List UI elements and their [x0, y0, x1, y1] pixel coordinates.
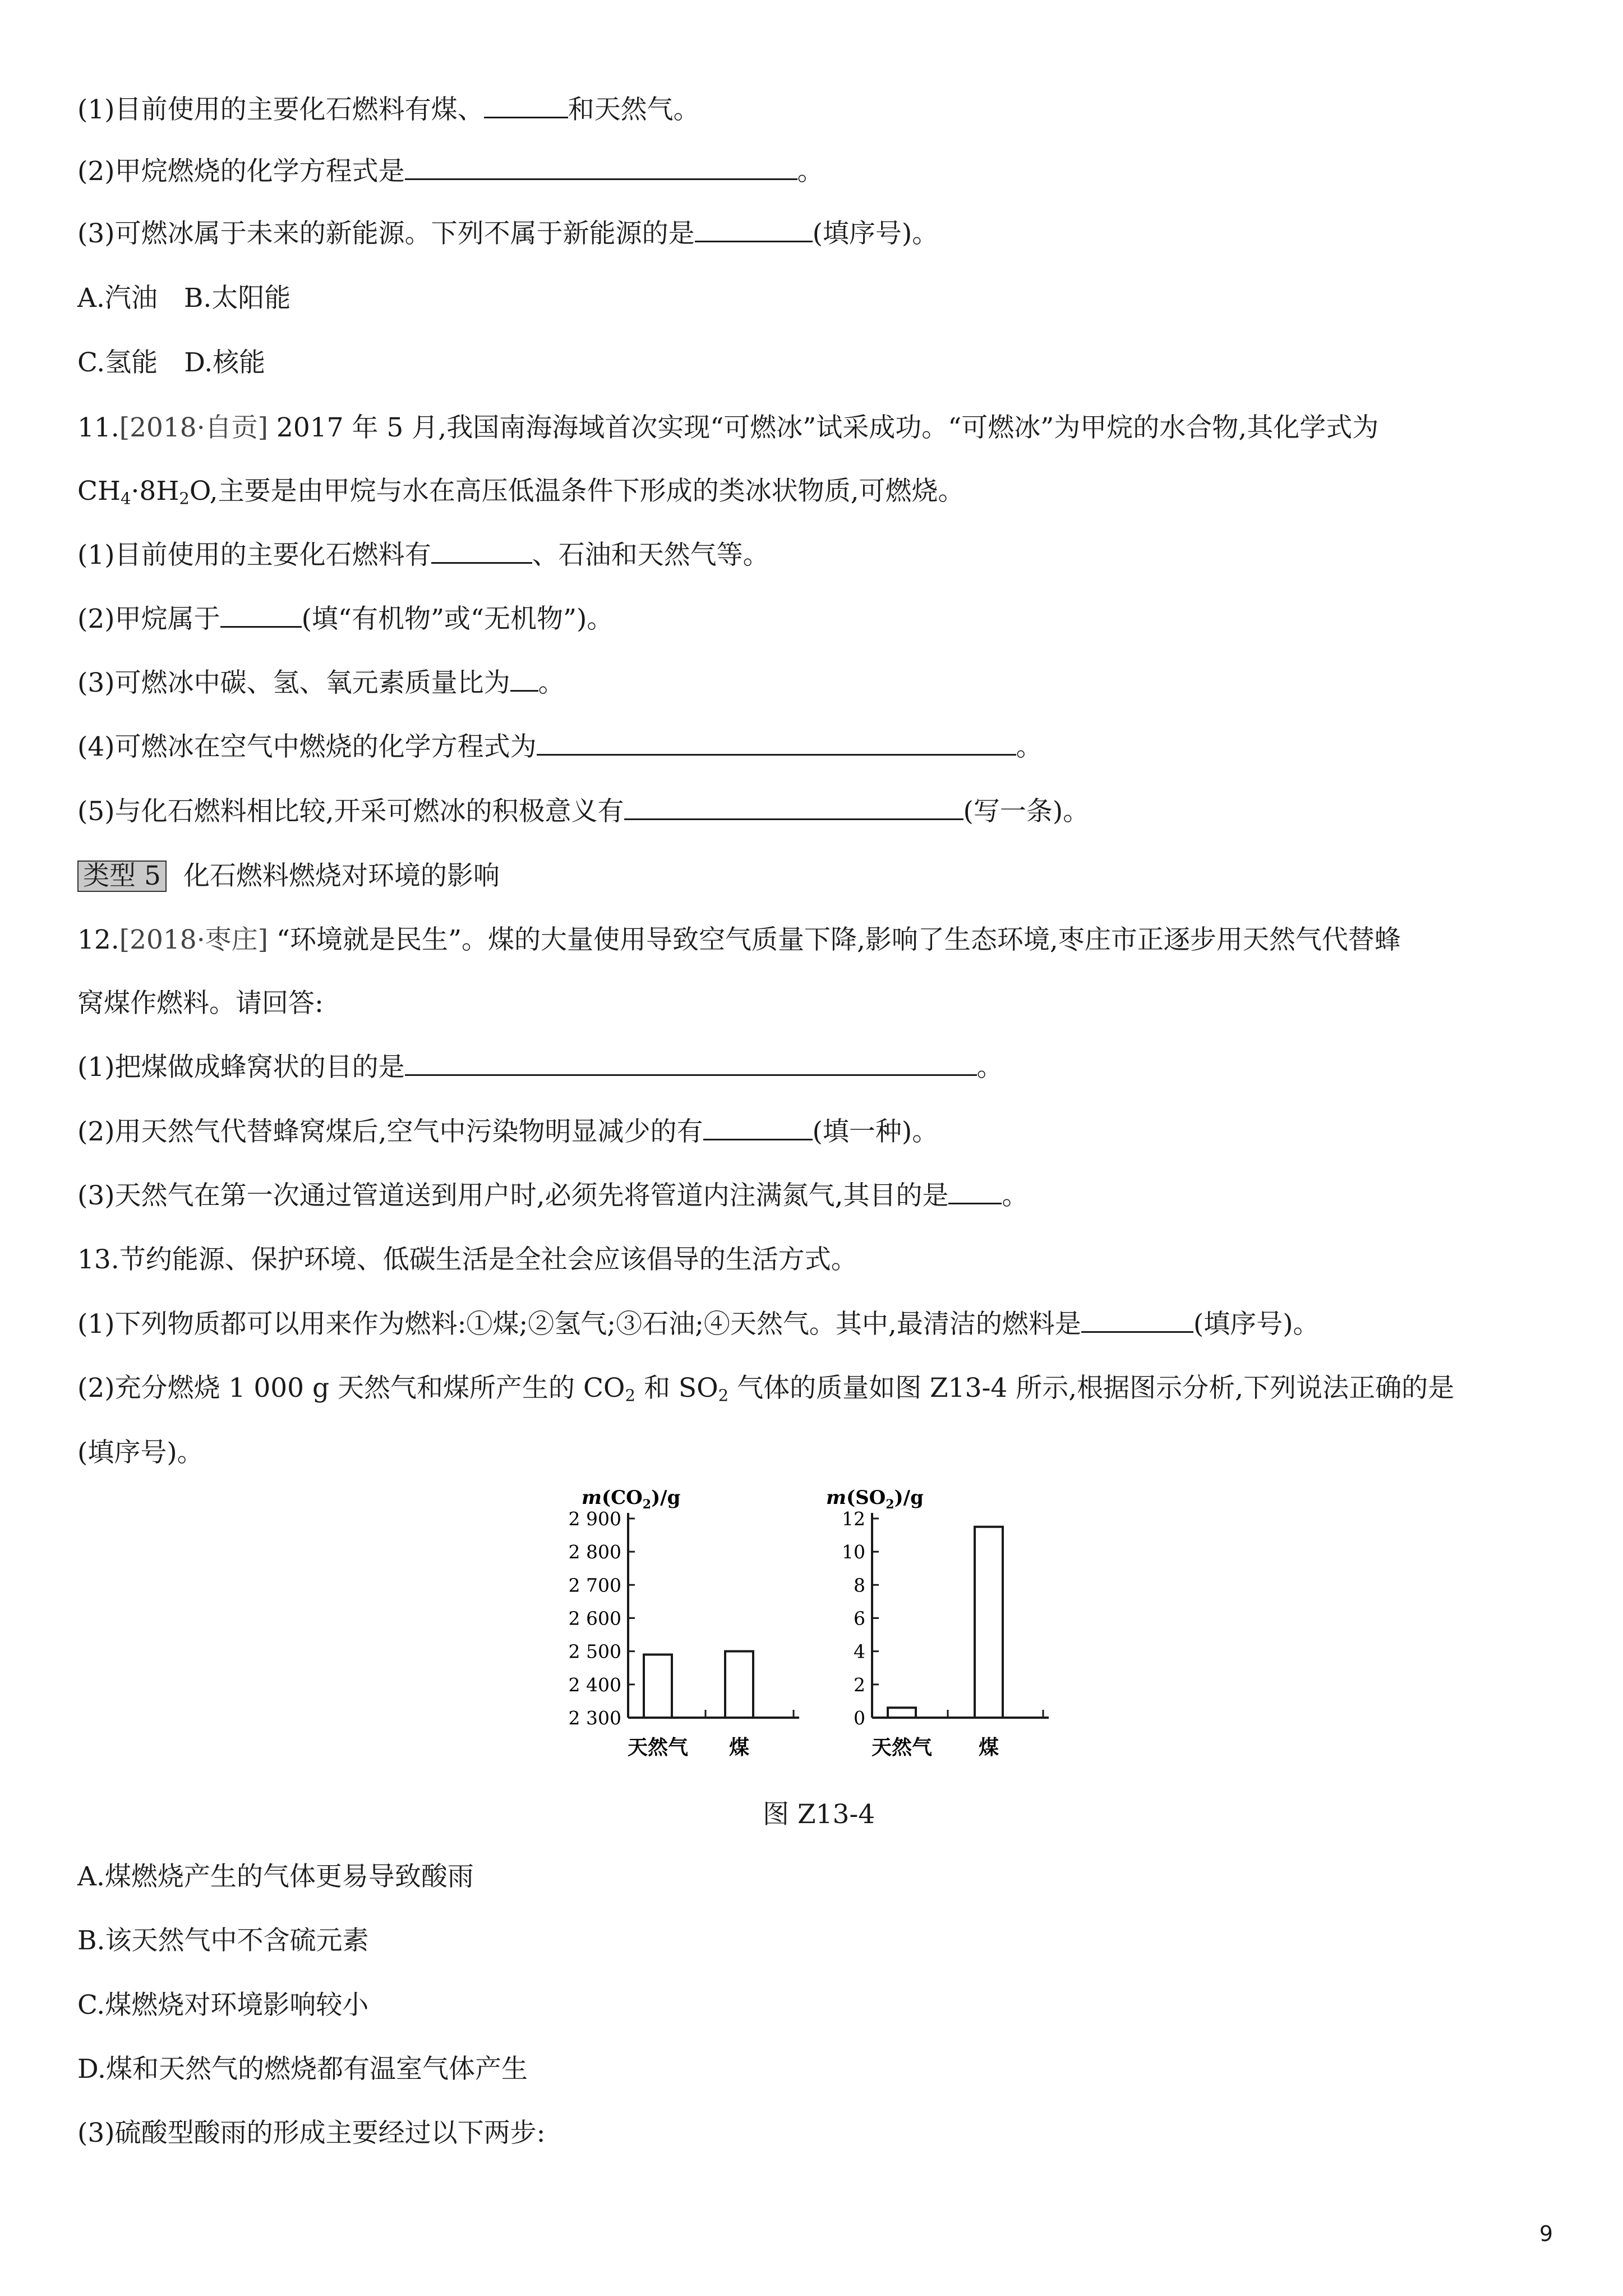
q13-option-b: B.该天然气中不含硫元素 [77, 1925, 369, 1956]
q11-stem-cont [77, 475, 1567, 508]
q12-stem-cont: 窝煤作燃料。请回答: [77, 988, 324, 1019]
answer-blank[interactable] [537, 731, 1016, 756]
q13-subq3: (3)硫酸型酸雨的形成主要经过以下两步: [77, 2118, 546, 2148]
q10-subq3-text: (3)可燃冰属于未来的新能源。下列不属于新能源的是 [77, 218, 695, 249]
q13-option-a: A.煤燃烧产生的气体更易导致酸雨 [77, 1861, 474, 1892]
q11-subq3 [77, 666, 1567, 700]
co2-y-tick-label: 2 700 [568, 1574, 621, 1596]
q11-stem-rest: O,主要是由甲烷与水在高压低温条件下形成的类冰状物质,可燃烧。 [189, 476, 965, 507]
q13-subq2 [77, 1372, 1567, 1405]
co2-category-label: 天然气 [627, 1736, 689, 1759]
so2-bar-coal [975, 1527, 1003, 1718]
q11-subq4-text: (4)可燃冰在空气中燃烧的化学方程式为 [77, 731, 537, 762]
formula-ch: CH [77, 476, 121, 507]
q10-subq1 [77, 93, 1567, 127]
answer-blank[interactable] [220, 604, 302, 628]
answer-blank[interactable] [510, 668, 538, 692]
co2-bar-coal [725, 1651, 753, 1718]
so2-y-tick-label: 10 [842, 1541, 865, 1563]
section-heading [77, 859, 1567, 893]
co2-y-tick-label: 2 800 [568, 1541, 621, 1563]
q11-stem-text: 2017 年 5 月,我国南海海域首次实现“可燃冰”试采成功。“可燃冰”为甲烷的水合物,其化学式为 [268, 412, 1379, 443]
q12-subq3-text: (3)天然气在第一次通过管道送到用户时,必须先将管道内注满氮气,其目的是 [77, 1180, 949, 1211]
q10-subq3-tail: (填序号)。 [812, 218, 939, 249]
so2-y-tick-label: 4 [854, 1640, 865, 1663]
q13-subq2-text: (2)充分燃烧 1 000 g 天然气和煤所产生的 CO [77, 1373, 625, 1404]
q11-stem [77, 411, 1567, 445]
q12-subq3-tail: 。 [1002, 1180, 1029, 1211]
formula-sub: 4 [120, 489, 131, 508]
q12-subq2 [77, 1115, 1567, 1149]
co2-category-label: 煤 [728, 1736, 750, 1759]
q10-subq2-text: (2)甲烷燃烧的化学方程式是 [77, 156, 405, 187]
q12-subq3 [77, 1179, 1567, 1213]
q11-subq4 [77, 730, 1567, 764]
q11-subq4-tail: 。 [1016, 731, 1043, 762]
q11-subq2 [77, 602, 1567, 636]
co2-ylabel: $m(CO_2)/g$ [582, 1487, 681, 1512]
q11-subq1-text: (1)目前使用的主要化石燃料有 [77, 540, 431, 570]
q12-subq1-text: (1)把煤做成蜂窝状的目的是 [77, 1052, 405, 1083]
q12-source: [2018·枣庄] [119, 924, 268, 955]
q11-subq5-text: (5)与化石燃料相比较,开采可燃冰的积极意义有 [77, 796, 624, 827]
q10-option-cd: C.氢能 D.核能 [77, 347, 266, 378]
q13-subq2-cont: (填序号)。 [77, 1437, 204, 1468]
co2-y-tick-label: 2 400 [568, 1673, 621, 1696]
co2-y-tick-label: 2 600 [568, 1607, 621, 1630]
co2-chart [569, 1487, 799, 1759]
q11-subq5-tail: (写一条)。 [963, 796, 1090, 827]
answer-blank[interactable] [624, 796, 963, 820]
answer-blank[interactable] [405, 156, 797, 180]
q10-subq2-tail: 。 [797, 156, 824, 187]
so2-chart [826, 1487, 1049, 1759]
co2-bar-natural-gas [644, 1655, 672, 1718]
q10-subq1-tail: 和天然气。 [568, 94, 700, 125]
q12-stem [77, 923, 1567, 957]
section-title: 化石燃料燃烧对环境的影响 [183, 861, 500, 891]
q10-option-ab: A.汽油 B.太阳能 [77, 283, 291, 314]
q12-stem-text: “环境就是民生”。煤的大量使用导致空气质量下降,影响了生态环境,枣庄市正逐步用天然气代替蜂 [268, 924, 1401, 955]
q12-subq1 [77, 1051, 1567, 1084]
so2-y-tick-label: 2 [854, 1673, 865, 1696]
answer-blank[interactable] [405, 1052, 977, 1076]
so2-y-tick-label: 6 [854, 1607, 865, 1630]
q11-subq5 [77, 795, 1567, 829]
page-number: 9 [1539, 2221, 1553, 2246]
type-badge: 类型 5 [77, 861, 167, 892]
q11-subq1 [77, 539, 1567, 572]
formula-water: ·8H [131, 476, 179, 507]
q10-subq3 [77, 217, 1567, 251]
so2-y-tick-label: 0 [854, 1707, 865, 1729]
q12-subq2-tail: (填一种)。 [812, 1116, 939, 1147]
q11-subq3-text: (3)可燃冰中碳、氢、氧元素质量比为 [77, 668, 510, 698]
q11-source: [2018·自贡] [119, 412, 268, 443]
co2-y-tick-label: 2 300 [568, 1707, 621, 1729]
co2-y-tick-label: 2 900 [568, 1508, 621, 1530]
so2-category-label: 天然气 [871, 1736, 933, 1759]
q13-subq1-text: (1)下列物质都可以用来作为燃料:①煤;②氢气;③石油;④天然气。其中,最清洁的燃料是 [77, 1309, 1081, 1340]
so2-y-tick-label: 12 [842, 1508, 865, 1530]
answer-blank[interactable] [703, 1116, 813, 1140]
answer-blank[interactable] [695, 218, 813, 242]
q11-number: 11. [77, 412, 119, 443]
formula-sub: 2 [718, 1386, 729, 1405]
q11-subq1-tail: 、石油和天然气等。 [532, 540, 769, 570]
q12-number: 12. [77, 924, 119, 955]
formula-sub: 2 [179, 489, 190, 508]
co2-y-tick-label: 2 500 [568, 1640, 621, 1663]
q13-option-d: D.煤和天然气的燃烧都有温室气体产生 [77, 2054, 528, 2085]
q13-subq1 [77, 1308, 1567, 1341]
q13-subq2-text: 气体的质量如图 Z13-4 所示,根据图示分析,下列说法正确的是 [728, 1373, 1455, 1404]
q11-subq2-text: (2)甲烷属于 [77, 604, 220, 634]
so2-bar-natural-gas [888, 1708, 916, 1718]
q13-subq1-tail: (填序号)。 [1193, 1309, 1320, 1340]
figure-z13-4 [566, 1481, 1071, 1784]
so2-category-label: 煤 [978, 1736, 999, 1759]
q13-option-c: C.煤燃烧对环境影响较小 [77, 1990, 369, 2021]
q13-subq2-text: 和 SO [635, 1373, 718, 1404]
so2-ylabel: $m(SO_2)/g$ [826, 1487, 924, 1512]
answer-blank[interactable] [484, 94, 568, 118]
formula-sub: 2 [625, 1386, 635, 1405]
q10-subq2 [77, 155, 1567, 188]
answer-blank[interactable] [431, 540, 532, 564]
q12-subq2-text: (2)用天然气代替蜂窝煤后,空气中污染物明显减少的有 [77, 1116, 703, 1147]
q10-subq1-text: (1)目前使用的主要化石燃料有煤、 [77, 94, 484, 125]
q11-subq2-tail: (填“有机物”或“无机物”)。 [301, 604, 614, 634]
answer-blank[interactable] [1081, 1309, 1193, 1333]
q12-subq1-tail: 。 [976, 1052, 1003, 1083]
answer-blank[interactable] [948, 1180, 1002, 1204]
q13-stem: 13.节约能源、保护环境、低碳生活是全社会应该倡导的生活方式。 [77, 1244, 857, 1275]
figure-caption: 图 Z13-4 [763, 1799, 875, 1830]
q11-subq3-tail: 。 [538, 668, 565, 698]
so2-y-tick-label: 8 [854, 1574, 865, 1596]
